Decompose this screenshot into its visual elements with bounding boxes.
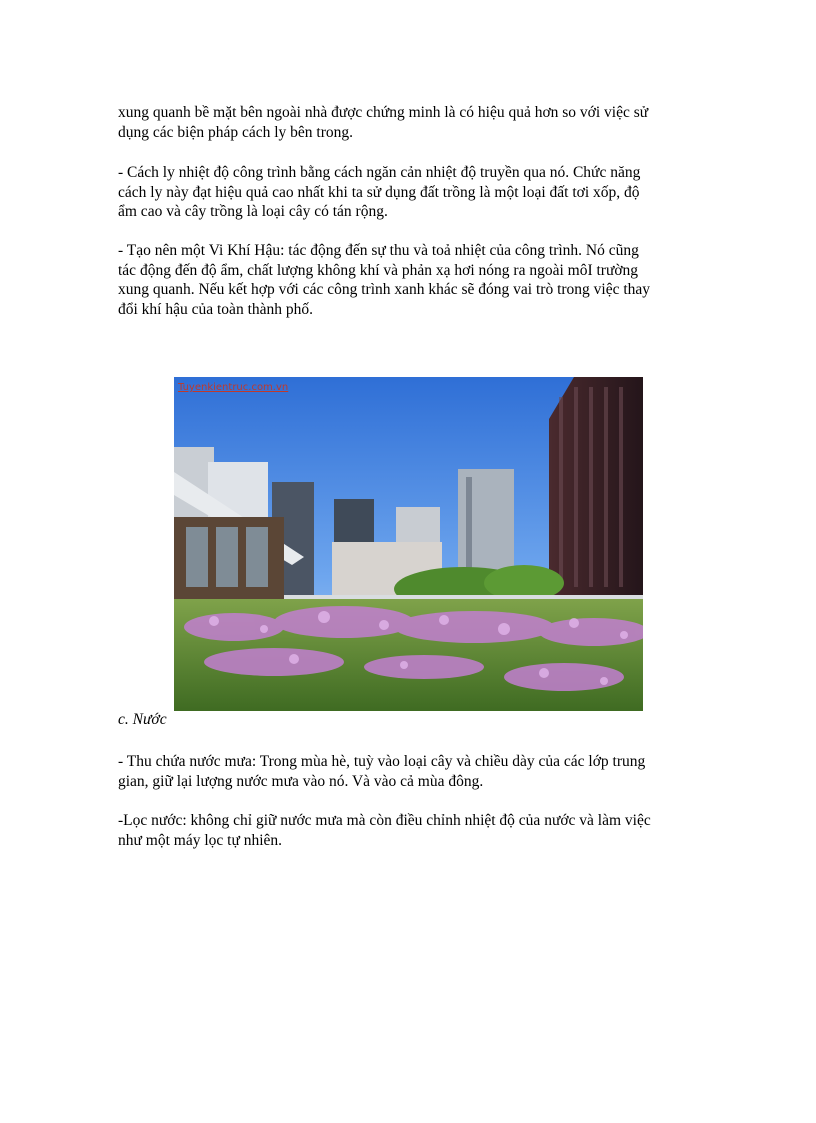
section-heading-water: c. Nước [118,711,167,728]
text-line: - Tạo nên một Vi Khí Hậu: tác động đến sự thu và toả nhiệt của công trình. Nó cũng [118,242,639,259]
text-line: - Cách ly nhiệt độ công trình bằng cách ngăn cản nhiệt độ truyền qua nó. Chức năng [118,164,641,181]
text-line: ẩm cao và cây trồng là loại cây có tán rộng. [118,203,388,220]
text-line: cách ly này đạt hiệu quả cao nhất khi ta sử dụng đất trồng là một loại đất tơi xốp, độ [118,183,640,201]
text-line: - Thu chứa nước mưa: Trong mùa hè, tuỳ vào loại cây và chiều dày của các lớp trung [118,753,646,770]
paragraph-thermal-insulation [118,163,698,222]
text-line: dụng các biện pháp cách ly bên trong. [118,123,353,141]
paragraph-insulation-effect [118,103,698,142]
text-line: -Lọc nước: không chỉ giữ nước mưa mà còn điều chỉnh nhiệt độ của nước và làm việc [118,812,651,829]
text-line: gian, giữ lại lượng nước mưa vào nó. Và vào cả mùa đông. [118,772,484,790]
paragraph-rainwater-collection [118,752,698,791]
paragraph-water-filtering [118,811,698,850]
paragraph-microclimate [118,241,698,319]
photo-watermark: Tuyenkientruc.com.vn [178,382,289,393]
text-line: xung quanh. Nếu kết hợp với các công trình xanh khác sẽ đóng vai trò trong việc thay [118,281,651,298]
text-line: tác động đến độ ẩm, chất lượng không khí và phản xạ hơi nóng ra ngoài môI trường [118,261,639,279]
photo-illustration [174,377,643,711]
text-line: như một máy lọc tự nhiên. [118,831,283,849]
green-roof-photo [174,377,643,711]
text-line: đổi khí hậu của toàn thành phố. [118,300,313,318]
text-line: xung quanh bề mặt bên ngoài nhà được chứng minh là có hiệu quả hơn so với việc sử [118,104,649,121]
